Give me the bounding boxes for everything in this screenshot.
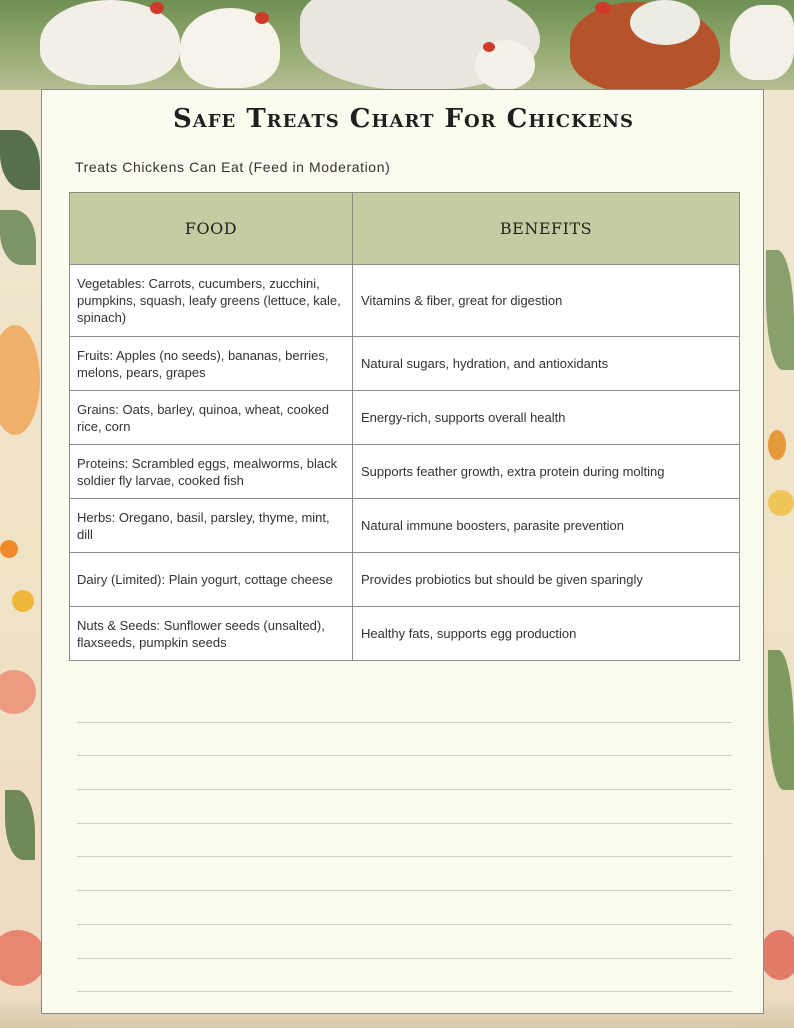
note-line (77, 891, 732, 925)
rooster-comb-icon (255, 12, 269, 24)
note-line (77, 992, 732, 1026)
note-line (77, 689, 732, 723)
yellow-flower-icon (12, 590, 34, 612)
benefit-cell: Natural immune boosters, parasite prevention (353, 499, 740, 553)
food-cell: Grains: Oats, barley, quinoa, wheat, cooked rice, corn (70, 391, 353, 445)
table-row (70, 445, 740, 499)
pink-flower-icon (0, 670, 36, 714)
note-line (77, 824, 732, 858)
benefit-cell: Natural sugars, hydration, and antioxidants (353, 337, 740, 391)
table-row (70, 607, 740, 661)
note-line (77, 723, 732, 757)
leaf-icon (766, 250, 794, 370)
pink-flower-icon (760, 930, 794, 980)
rooster-comb-icon (150, 2, 164, 14)
yellow-flower-icon (768, 490, 794, 516)
table-row (70, 499, 740, 553)
note-line (77, 857, 732, 891)
white-hen-illustration (730, 5, 794, 80)
rooster-comb-icon (595, 2, 611, 14)
food-cell: Dairy (Limited): Plain yogurt, cottage cheese (70, 553, 353, 607)
benefit-cell: Vitamins & fiber, great for digestion (353, 265, 740, 337)
notes-lines (77, 689, 732, 1026)
leaf-icon (5, 790, 35, 860)
pink-flower-icon (0, 930, 46, 986)
food-cell: Nuts & Seeds: Sunflower seeds (unsalted), flaxseeds, pumpkin seeds (70, 607, 353, 661)
treats-table (69, 192, 740, 661)
leaf-icon (768, 650, 794, 790)
food-cell: Fruits: Apples (no seeds), bananas, berries, melons, pears, grapes (70, 337, 353, 391)
benefit-cell: Supports feather growth, extra protein during molting (353, 445, 740, 499)
rooster-comb-icon (483, 42, 495, 52)
orange-flower-icon (0, 325, 40, 435)
leaf-icon (0, 210, 36, 265)
column-header-food: FOOD (70, 193, 353, 265)
benefit-cell: Energy-rich, supports overall health (353, 391, 740, 445)
chart-paper (41, 89, 764, 1014)
table-row (70, 391, 740, 445)
table-row (70, 337, 740, 391)
white-hen-illustration (630, 0, 700, 45)
column-header-benefits: BENEFITS (353, 193, 740, 265)
orange-flower-icon (768, 430, 786, 460)
note-line (77, 756, 732, 790)
note-line (77, 925, 732, 959)
page-title: Safe Treats Chart For Chickens (173, 104, 634, 134)
page-subtitle: Treats Chickens Can Eat (Feed in Moderation) (75, 159, 391, 175)
table-header-row (70, 193, 740, 265)
food-cell: Proteins: Scrambled eggs, mealworms, black soldier fly larvae, cooked fish (70, 445, 353, 499)
note-line (77, 790, 732, 824)
benefit-cell: Provides probiotics but should be given sparingly (353, 553, 740, 607)
leaf-icon (0, 130, 40, 190)
food-cell: Vegetables: Carrots, cucumbers, zucchini, pumpkins, squash, leafy greens (lettuce, kale, spinach) (70, 265, 353, 337)
orange-flower-icon (0, 540, 18, 558)
benefit-cell: Healthy fats, supports egg production (353, 607, 740, 661)
food-cell: Herbs: Oregano, basil, parsley, thyme, mint, dill (70, 499, 353, 553)
note-line (77, 959, 732, 993)
table-row (70, 553, 740, 607)
table-row (70, 265, 740, 337)
